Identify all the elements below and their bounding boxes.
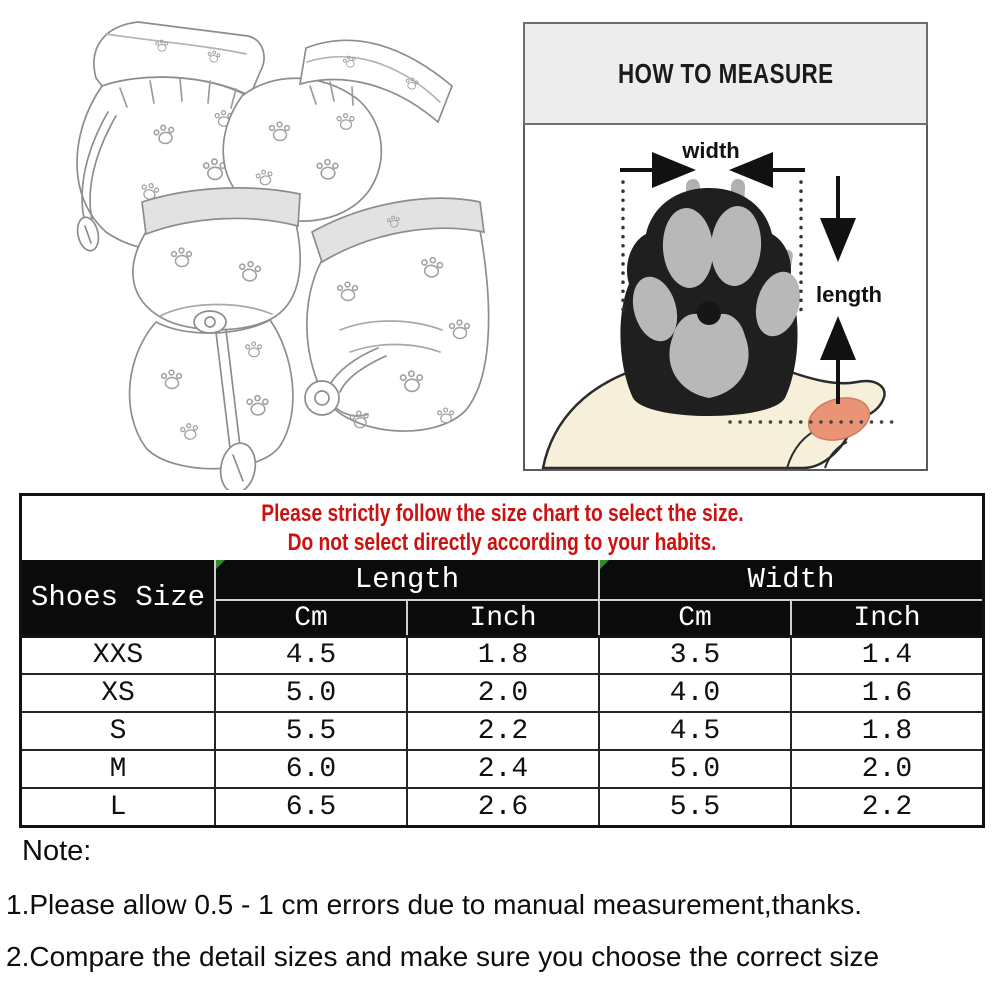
table-cell: 2.2: [406, 711, 598, 749]
paw-measure-diagram: [525, 125, 926, 469]
size-chart-table: [19, 493, 985, 828]
notes-section: [6, 834, 998, 974]
table-cell: 1.8: [790, 711, 982, 749]
header-width: [598, 560, 982, 599]
table-cell: 1.8: [406, 635, 598, 673]
header-shoes-size: Shoes Size: [22, 560, 214, 635]
warning-line-1: Please strictly follow the size chart to select the size.: [260, 500, 744, 527]
measure-title: HOW TO MEASURE: [617, 57, 834, 89]
excel-flag-icon: [600, 560, 609, 569]
table-cell: 2.2: [790, 787, 982, 825]
table-cell: 1.4: [790, 635, 982, 673]
table-cell: 5.5: [598, 787, 790, 825]
header-width-cm: Cm: [598, 599, 790, 635]
header-width-inch: Inch: [790, 599, 982, 635]
table-cell: 1.6: [790, 673, 982, 711]
header-length-inch: Inch: [406, 599, 598, 635]
header-length-label: Length: [354, 563, 460, 596]
table-cell: 4.5: [214, 635, 406, 673]
table-cell: 6.5: [214, 787, 406, 825]
measure-diagram: [523, 125, 928, 471]
width-label: width: [682, 138, 740, 163]
table-cell: 2.4: [406, 749, 598, 787]
boot-front-left: [130, 188, 301, 490]
note-item-1: 1.Please allow 0.5 - 1 cm errors due to manual measurement,thanks.: [6, 889, 862, 920]
table-cell: 4.0: [598, 673, 790, 711]
header-width-label: Width: [747, 563, 835, 596]
dog-shoes-sketch: [10, 0, 510, 490]
table-cell: L: [22, 787, 214, 825]
table-cell: XXS: [22, 635, 214, 673]
header-length-cm: Cm: [214, 599, 406, 635]
table-cell: 6.0: [214, 749, 406, 787]
measure-panel: [523, 22, 928, 471]
paw-center-dot: [697, 301, 721, 325]
table-cell: S: [22, 711, 214, 749]
table-cell: 2.0: [790, 749, 982, 787]
table-cell: 3.5: [598, 635, 790, 673]
table-cell: 5.5: [214, 711, 406, 749]
table-cell: 2.0: [406, 673, 598, 711]
table-cell: 2.6: [406, 787, 598, 825]
boot-front-right: [305, 198, 489, 431]
length-label: length: [816, 282, 882, 307]
notes-heading: Note:: [22, 835, 92, 867]
size-warning: [22, 496, 982, 560]
measure-header: [523, 22, 928, 125]
excel-flag-icon: [216, 560, 225, 569]
table-cell: M: [22, 749, 214, 787]
header-length: [214, 560, 598, 599]
table-cell: 5.0: [214, 673, 406, 711]
table-cell: 4.5: [598, 711, 790, 749]
note-item-2: 2.Compare the detail sizes and make sure you choose the correct size: [6, 941, 880, 972]
warning-line-2: Do not select directly according to your habits.: [287, 529, 717, 556]
table-cell: XS: [22, 673, 214, 711]
table-cell: 5.0: [598, 749, 790, 787]
